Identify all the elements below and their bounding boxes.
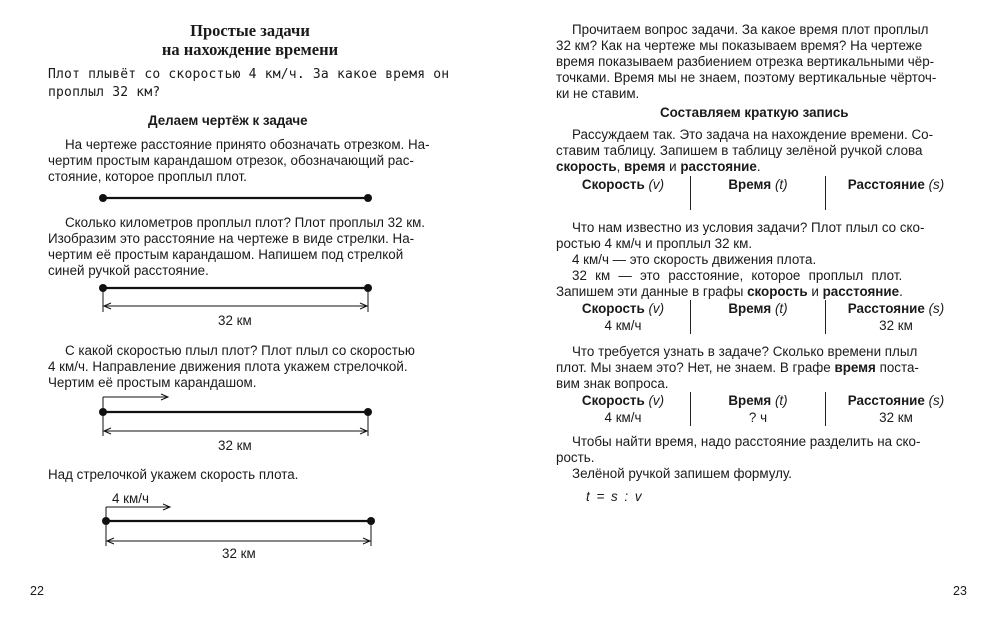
paragraph-2-line2: Изобразим это расстояние на чертеже в виде стрелки. На-: [48, 231, 415, 246]
r-paragraph-4-line3: вим знак вопроса.: [556, 376, 669, 391]
paragraph-2-line4: синей ручкой расстояние.: [48, 263, 209, 278]
page-title-line2: на нахождение времени: [161, 40, 339, 59]
r-paragraph-1-line5: ки не ставим.: [556, 86, 640, 101]
paragraph-2-line3: чертим её простым карандашом. Напишем под стрелкой: [48, 247, 404, 262]
r-paragraph-1-line2: 32 км? Как на чертеже мы показываем время? На чертеже: [556, 38, 923, 53]
r-paragraph-2-line1: Рассуждаем так. Это задача на нахождение времени. Со-: [572, 127, 934, 142]
problem-line2: проплыл 32 км?: [48, 85, 161, 100]
separator-comma: ,: [616, 159, 625, 174]
page-title-line1: Простые задачи: [190, 21, 310, 40]
period: .: [756, 159, 761, 174]
word-distance: расстояние: [680, 159, 757, 174]
section-heading-drawing: Делаем чертёж к задаче: [148, 113, 308, 128]
formula: t = s : v: [586, 489, 642, 504]
header-time: Время (t): [728, 177, 788, 192]
distance-label-3: 32 км: [222, 546, 256, 561]
speed-value: 4 км/ч: [604, 410, 642, 425]
r-paragraph-3-line5: Запишем эти данные в графы скорость и расстояние.: [556, 284, 903, 299]
header-speed: Скорость (v) 4 км/ч: [581, 393, 665, 425]
header-time: Время (t): [728, 301, 788, 316]
r-paragraph-3-line2: ростью 4 км/ч и проплыл 32 км.: [556, 236, 753, 251]
right-page: [500, 0, 1000, 617]
distance-value: 32 км: [879, 410, 913, 425]
header-time: Время (t) ? ч: [728, 393, 788, 425]
word-distance-2: расстояние: [822, 284, 900, 299]
paragraph-1-line3: стояние, которое проплыл плот.: [48, 169, 247, 184]
distance-label-1: 32 км: [218, 313, 252, 328]
problem-line1: Плот плывёт со скоростью 4 км/ч. За какое время он: [48, 67, 450, 82]
paragraph-3-line3: Чертим её простым карандашом.: [48, 375, 257, 390]
r-paragraph-5-line1: Чтобы найти время, надо расстояние разделить на ско-: [572, 434, 921, 449]
paragraph-2-line1: Сколько километров проплыл плот? Плот проплыл 32 км.: [65, 215, 426, 230]
distance-label-2: 32 км: [218, 438, 252, 453]
header-speed: Скорость (v): [581, 177, 665, 192]
separator-and: и: [665, 159, 681, 174]
section-heading-summary: Составляем краткую запись: [660, 105, 849, 120]
word-speed: скорость: [556, 159, 617, 174]
page-number-right: 23: [953, 584, 967, 598]
r-paragraph-3-line3: 4 км/ч — это скорость движения плота.: [572, 252, 817, 267]
header-distance: Расстояние (s) 32 км: [847, 301, 945, 333]
paragraph-1-line1: На чертеже расстояние принято обозначать отрезком. На-: [65, 137, 430, 152]
summary-table-1: [556, 176, 966, 210]
word-speed-2: скорость: [747, 284, 808, 299]
paragraph-3-line2: 4 км/ч. Направление движения плота укажем стрелочкой.: [48, 359, 408, 374]
r-paragraph-3-line4: 32 км — это расстояние, которое проплыл плот.: [572, 268, 903, 283]
r-paragraph-4-line2: плот. Мы знаем это? Нет, не знаем. В графе время поста-: [556, 360, 919, 375]
time-value: ? ч: [748, 410, 768, 425]
paragraph-4-line1: Над стрелочкой укажем скорость плота.: [48, 467, 299, 482]
r-paragraph-5-line2: рость.: [556, 450, 595, 465]
page-number-left: 22: [30, 584, 44, 598]
r-paragraph-1-line3: время показываем разбиением отрезка вертикальными чёр-: [556, 54, 935, 69]
r-paragraph-1-line1: Прочитаем вопрос задачи. За какое время плот проплыл: [572, 22, 929, 37]
paragraph-3-line1: С какой скоростью плыл плот? Плот плыл со скоростью: [65, 343, 415, 358]
header-distance: Расстояние (s): [847, 177, 945, 192]
r-paragraph-1-line4: точками. Время мы не знаем, поэтому вертикальные чёрточ-: [556, 70, 937, 85]
distance-value: 32 км: [879, 318, 913, 333]
r-paragraph-2-line3: [556, 158, 761, 175]
header-distance: Расстояние (s) 32 км: [847, 393, 945, 425]
speed-value: 4 км/ч: [604, 318, 642, 333]
header-speed: Скорость (v) 4 км/ч: [581, 301, 665, 333]
r-paragraph-4-line1: Что требуется узнать в задаче? Сколько времени плыл: [572, 344, 918, 359]
r-paragraph-5-line3: Зелёной ручкой запишем формулу.: [572, 466, 793, 481]
paragraph-1-line2: чертим простым карандашом отрезок, обозначающий рас-: [48, 153, 414, 168]
summary-table-3: [556, 392, 966, 426]
r-paragraph-3-line1: Что нам известно из условия задачи? Плот плыл со ско-: [572, 220, 925, 235]
r-paragraph-2-line2: ставим таблицу. Запишем в таблицу зелёной ручкой слова: [556, 143, 923, 158]
summary-table-2: [556, 300, 966, 334]
word-time: время: [624, 159, 666, 174]
word-time-2: время: [834, 360, 876, 375]
speed-label: 4 км/ч: [112, 491, 149, 506]
